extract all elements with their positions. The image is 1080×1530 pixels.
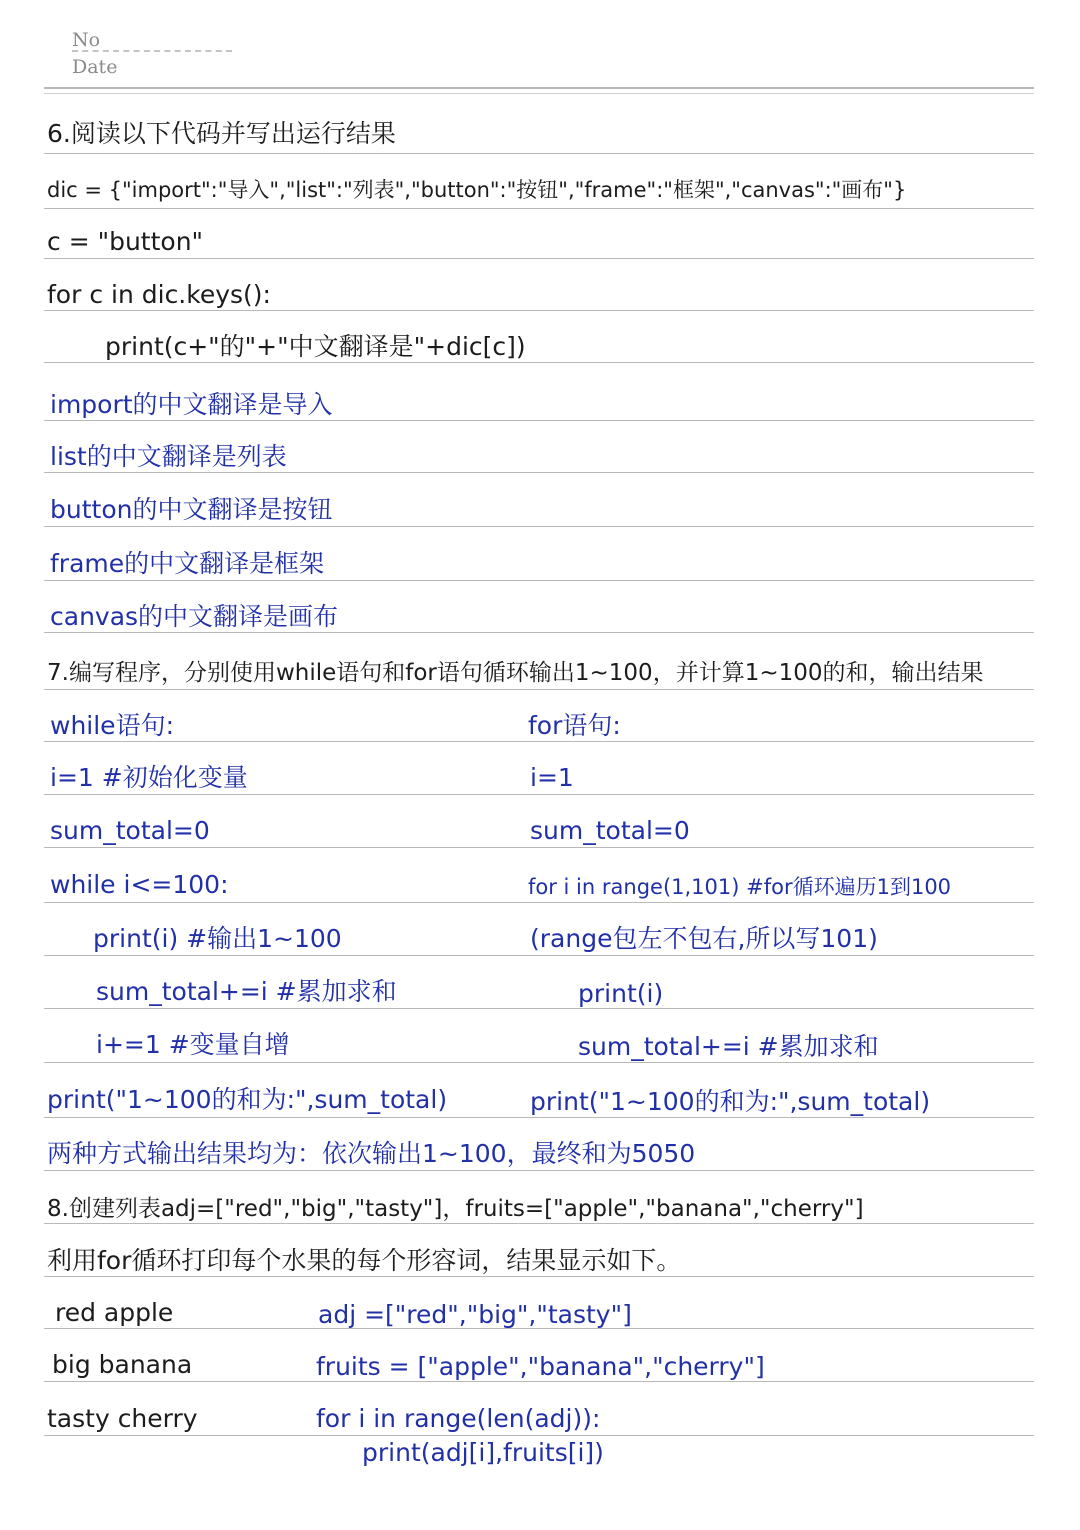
q6-answer-line: button的中文翻译是按钮 [50,495,333,524]
q8-result-line: tasty cherry [47,1404,198,1433]
q8-code-line: adj =["red","big","tasty"] [318,1300,632,1329]
q8-subtitle: 利用for循环打印每个水果的每个形容词，结果显示如下。 [47,1246,682,1275]
ruled-line [44,847,1034,848]
q8-result-line: big banana [52,1350,193,1379]
ruled-line [44,1435,1034,1436]
ruled-line [44,1008,1034,1009]
header-rule-thin [44,93,1034,94]
q6-title: 6.阅读以下代码并写出运行结果 [47,119,396,148]
ruled-line [44,258,1034,259]
ruled-line [44,794,1034,795]
q7-for-line: (range包左不包右,所以写101) [530,924,878,953]
ruled-line [44,153,1034,154]
header-dashed-line [72,50,232,52]
ruled-line [44,689,1034,690]
q7-for-line: print(i) [578,979,664,1008]
q6-answer-line: canvas的中文翻译是画布 [50,602,339,631]
q7-while-line: print("1~100的和为:",sum_total) [47,1085,448,1114]
q7-while-line: while i<=100: [50,870,229,899]
q7-while-line: i=1 #初始化变量 [50,763,248,792]
q8-code-line: fruits = ["apple","banana","cherry"] [316,1352,765,1381]
q7-while-line: sum_total=0 [50,816,210,845]
q6-code-line-4: print(c+"的"+"中文翻译是"+dic[c]) [105,332,526,361]
header-no-label: No [72,29,101,51]
q7-for-line: for语句: [528,711,621,740]
q7-for-line: sum_total+=i #累加求和 [578,1032,879,1061]
q7-for-line: i=1 [530,763,574,792]
q6-code-line-1: dic = {"import":"导入","list":"列表","button":"按钮","frame":"框架","canvas":"画布"} [47,178,907,202]
q7-for-line: for i in range(1,101) #for循环遍历1到100 [528,875,952,899]
ruled-line [44,526,1034,527]
q6-answer-line: list的中文翻译是列表 [50,442,287,471]
ruled-line [44,1170,1034,1171]
q7-while-line: sum_total+=i #累加求和 [96,977,397,1006]
q7-while-line: while语句: [50,711,174,740]
q7-while-line: i+=1 #变量自增 [96,1030,290,1059]
q6-code-line-2: c = "button" [47,227,204,256]
q6-answer-line: import的中文翻译是导入 [50,390,333,419]
q7-title: 7.编写程序，分别使用while语句和for语句循环输出1~100，并计算1~100的和，输出结果 [47,660,984,686]
q7-while-line: print(i) #输出1~100 [93,924,342,953]
q8-code-line: for i in range(len(adj)): [316,1404,601,1433]
q8-title: 8.创建列表adj=["red","big","tasty"]，fruits=["apple","banana","cherry"] [47,1196,864,1222]
q6-code-line-3: for c in dic.keys(): [47,280,271,309]
ruled-line [44,955,1034,956]
ruled-line [44,580,1034,581]
header-rule [44,87,1034,89]
q6-answer-line: frame的中文翻译是框架 [50,549,325,578]
header-date-label: Date [72,56,118,78]
ruled-line [44,1062,1034,1063]
q8-code-line: print(adj[i],fruits[i]) [362,1438,604,1467]
q8-result-line: red apple [55,1298,174,1327]
q7-conclusion: 两种方式输出结果均为：依次输出1~100，最终和为5050 [47,1139,696,1168]
q7-for-line: sum_total=0 [530,816,690,845]
q7-for-line: print("1~100的和为:",sum_total) [530,1087,931,1116]
ruled-line [44,208,1034,209]
